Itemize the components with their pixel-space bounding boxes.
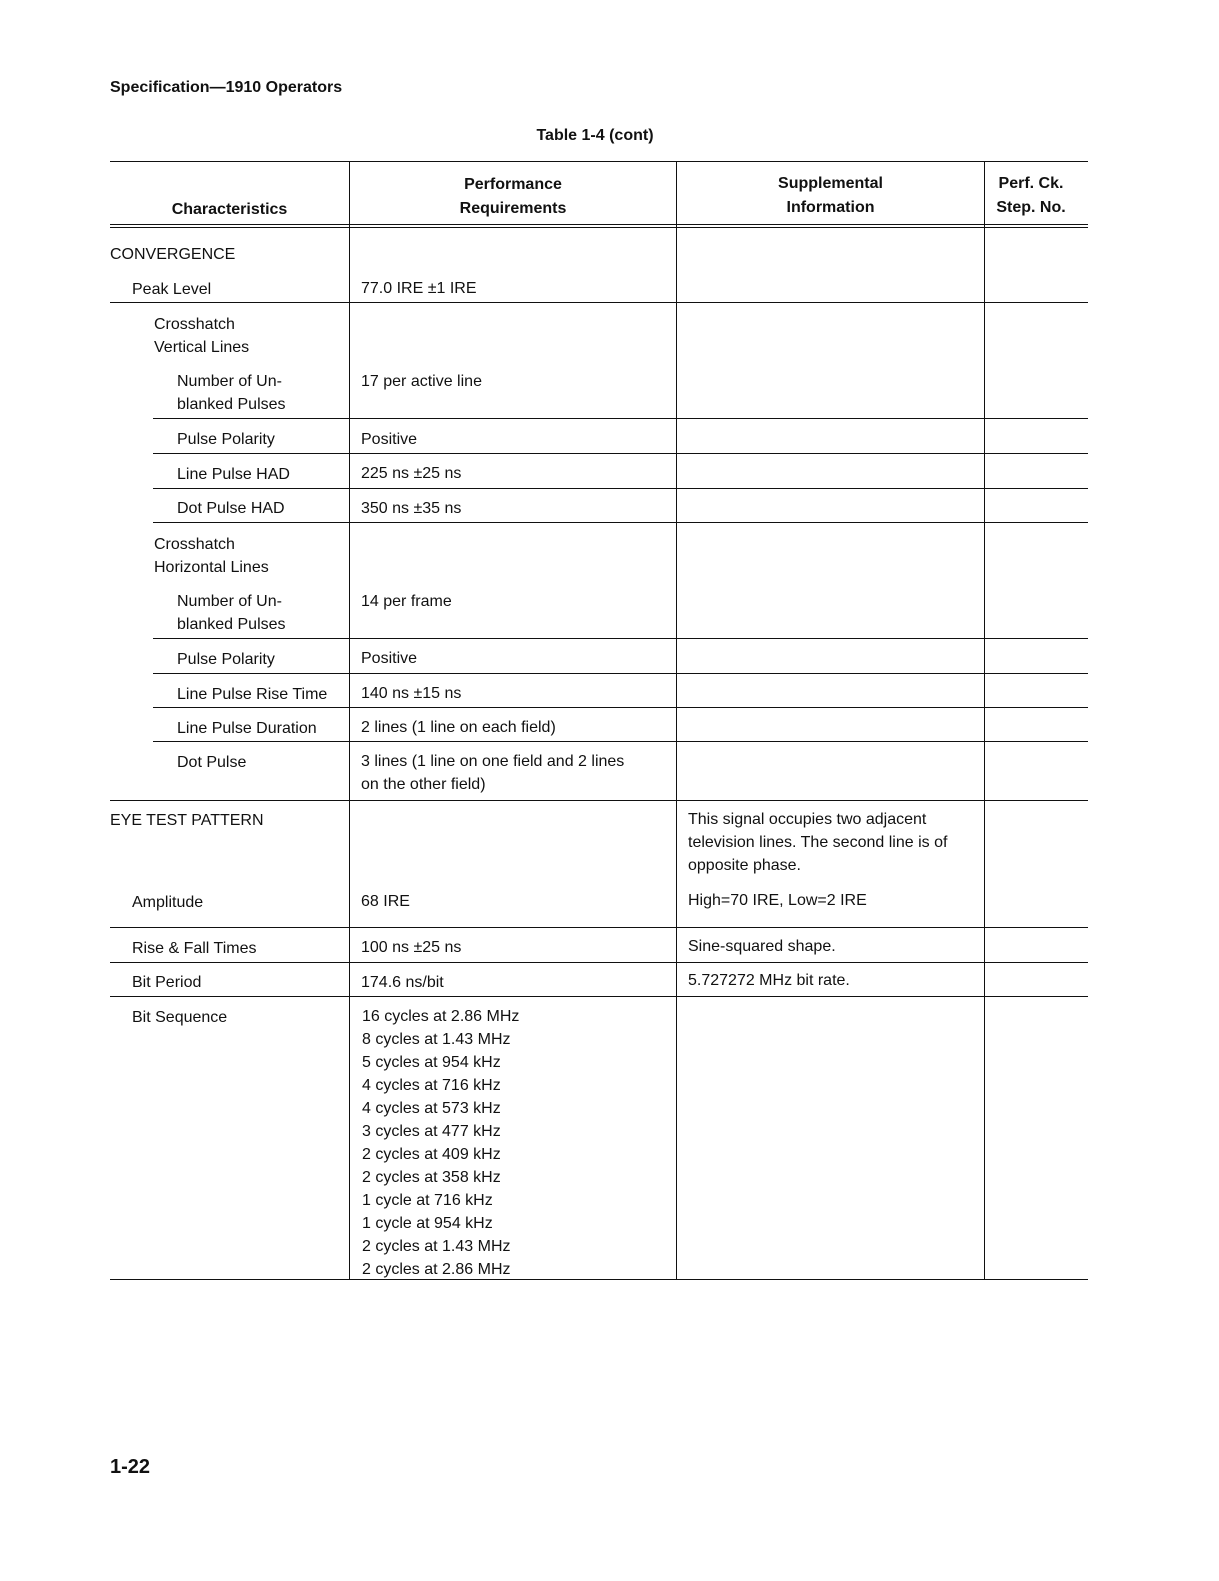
perf-h-line-pulse-rise-time: 140 ns ±15 ns [361, 685, 462, 702]
page-header: Specification—1910 Operators [110, 79, 343, 96]
list-item: 5 cycles at 954 kHz [362, 1054, 501, 1071]
header-rule [110, 224, 1088, 225]
header-performance: Performance Requirements [459, 176, 567, 217]
row-rule [153, 522, 1088, 523]
perf-v-unblanked-pulses: 17 per active line [361, 373, 482, 390]
list-item: 2 cycles at 2.86 MHz [362, 1261, 511, 1278]
list-item: 3 cycles at 477 kHz [362, 1123, 501, 1140]
char-h-pulse-polarity: Pulse Polarity [177, 651, 275, 668]
row-rule [110, 927, 1088, 928]
list-item: 16 cycles at 2.86 MHz [362, 1008, 520, 1025]
row-rule [153, 638, 1088, 639]
row-rule [153, 741, 1088, 742]
perf-amplitude: 68 IRE [361, 893, 410, 910]
row-rule [110, 302, 1088, 303]
list-item: 2 cycles at 1.43 MHz [362, 1238, 511, 1255]
perf-bit-sequence [362, 1005, 519, 1281]
table-bottom-rule [110, 1279, 1088, 1280]
supp-amplitude: High=70 IRE, Low=2 IRE [688, 892, 867, 909]
perf-bit-period: 174.6 ns/bit [361, 974, 444, 991]
page-number: 1-22 [110, 1456, 151, 1478]
column-divider [349, 161, 350, 1280]
supp-eye-test-pattern: This signal occupies two adjacent television lines. The second line is of opposite phase. [688, 811, 948, 874]
list-item: 1 cycle at 954 kHz [362, 1215, 493, 1232]
perf-h-pulse-polarity: Positive [361, 650, 418, 667]
column-divider [676, 161, 677, 1280]
char-bit-sequence: Bit Sequence [132, 1009, 228, 1026]
header-characteristics: Characteristics [171, 201, 288, 218]
list-item: 4 cycles at 716 kHz [362, 1077, 501, 1094]
column-divider [984, 161, 985, 1280]
perf-rise-fall-times: 100 ns ±25 ns [361, 939, 462, 956]
row-rule [153, 707, 1088, 708]
char-h-unblanked-pulses: Number of Un- blanked Pulses [177, 593, 286, 633]
list-item: 2 cycles at 409 kHz [362, 1146, 501, 1163]
char-bit-period: Bit Period [132, 974, 202, 991]
char-h-line-pulse-duration: Line Pulse Duration [177, 720, 317, 737]
char-amplitude: Amplitude [132, 894, 204, 911]
row-rule [153, 488, 1088, 489]
header-rule-double [110, 227, 1088, 228]
char-v-line-pulse-had: Line Pulse HAD [177, 466, 290, 483]
perf-v-pulse-polarity: Positive [361, 431, 418, 448]
row-rule [110, 962, 1088, 963]
char-v-pulse-polarity: Pulse Polarity [177, 431, 275, 448]
list-item: 8 cycles at 1.43 MHz [362, 1031, 511, 1048]
row-rule [110, 996, 1088, 997]
char-h-line-pulse-rise-time: Line Pulse Rise Time [177, 686, 328, 703]
section-convergence: CONVERGENCE [110, 246, 236, 263]
perf-h-unblanked-pulses: 14 per frame [361, 593, 452, 610]
char-v-unblanked-pulses: Number of Un- blanked Pulses [177, 373, 286, 413]
row-rule [153, 418, 1088, 419]
section-eye-test-pattern: EYE TEST PATTERN [110, 812, 264, 829]
table-title: Table 1-4 (cont) [536, 127, 654, 144]
list-item: 2 cycles at 358 kHz [362, 1169, 501, 1186]
row-rule [153, 453, 1088, 454]
char-h-dot-pulse: Dot Pulse [177, 754, 247, 771]
perf-v-dot-pulse-had: 350 ns ±35 ns [361, 500, 462, 517]
char-v-dot-pulse-had: Dot Pulse HAD [177, 500, 285, 517]
table-top-rule [110, 161, 1088, 162]
perf-h-line-pulse-duration: 2 lines (1 line on each field) [361, 719, 556, 736]
header-perf-ck: Perf. Ck. Step. No. [996, 175, 1066, 216]
char-peak-level: Peak Level [132, 281, 212, 298]
row-rule [153, 673, 1088, 674]
char-rise-fall-times: Rise & Fall Times [132, 940, 257, 957]
perf-h-dot-pulse: 3 lines (1 line on one field and 2 lines on the other field) [361, 753, 625, 793]
subsection-crosshatch-horizontal: Crosshatch Horizontal Lines [154, 536, 269, 576]
perf-peak-level: 77.0 IRE ±1 IRE [361, 280, 477, 297]
supp-bit-period: 5.727272 MHz bit rate. [688, 972, 850, 989]
subsection-crosshatch-vertical: Crosshatch Vertical Lines [154, 316, 250, 356]
row-rule [110, 800, 1088, 801]
supp-rise-fall-times: Sine-squared shape. [688, 938, 836, 955]
list-item: 1 cycle at 716 kHz [362, 1192, 493, 1209]
list-item: 4 cycles at 573 kHz [362, 1100, 501, 1117]
perf-v-line-pulse-had: 225 ns ±25 ns [361, 465, 462, 482]
header-supplemental: Supplemental Information [778, 175, 883, 216]
